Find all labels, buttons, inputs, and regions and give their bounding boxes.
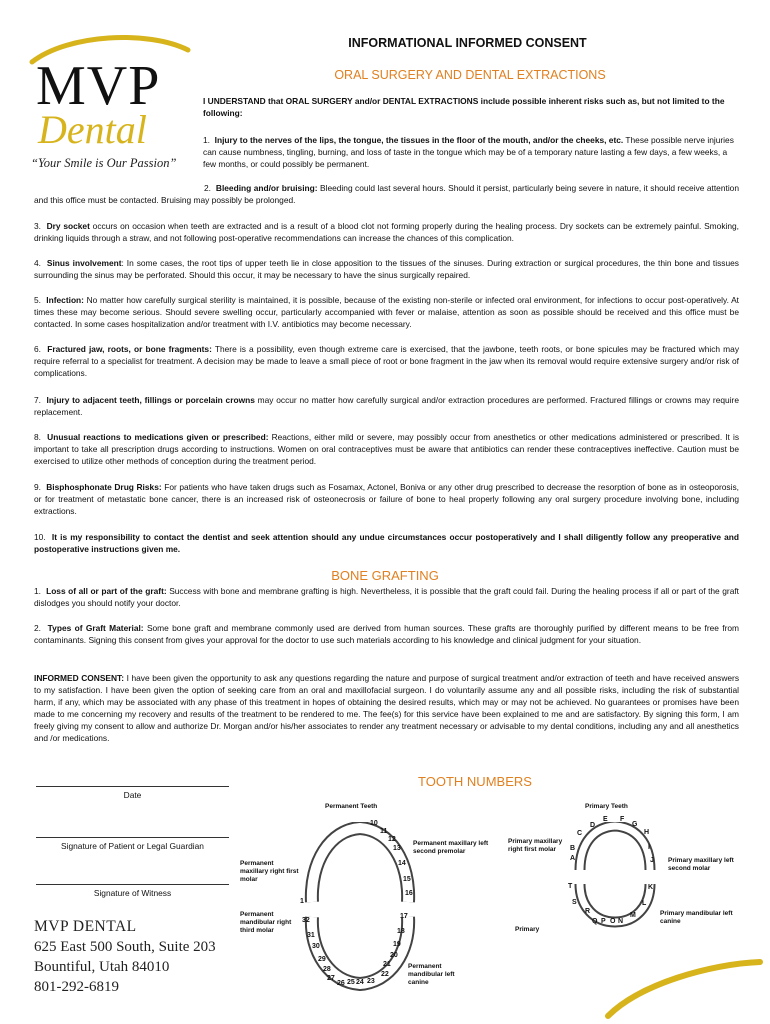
tooth-letter-F: F	[620, 816, 625, 823]
tooth-num-26: 26	[337, 980, 345, 987]
office-phone: 801-292-6819	[34, 979, 119, 995]
label-perm-mand-third-molar: Permanent mandibular right third molar	[240, 911, 292, 934]
tooth-letter-I: I	[648, 844, 650, 851]
primary-arch-icon	[570, 822, 660, 932]
tooth-num-28: 28	[323, 966, 331, 973]
tooth-letter-Q: Q	[592, 918, 598, 925]
risk-item-5: 5. Infection: No matter how carefully surgical sterility is maintained, it is possible, because of the existing non-sterile or infected oral environment, for infections to occur post-operatively. At times these may become serious. Should severe swelling occur, particularly accompanied with fever or malaise, attention as soon as possible should be received and this office must be contacted. In some cases hospitalization and/or treatment with I.V. antibiotics may become necessary.	[34, 295, 739, 329]
tooth-num-10: 10	[370, 820, 378, 827]
tooth-letter-E: E	[603, 816, 608, 823]
graft-item-1: 1. Loss of all or part of the graft: Success with bone and membrane grafting is high. Nevertheless, it is possible that the graft could fail. During the healing process if all or part of the graft dislodges you should notify your doctor.	[34, 586, 740, 608]
tooth-letter-M: M	[630, 912, 636, 919]
tooth-letter-S: S	[572, 899, 577, 906]
tooth-letter-B: B	[570, 845, 576, 852]
tooth-numbers-heading: TOOTH NUMBERS	[418, 774, 532, 789]
tooth-letter-H: H	[644, 829, 650, 836]
tooth-num-1: 1	[300, 898, 304, 905]
risk-item-7: 7. Injury to adjacent teeth, fillings or porcelain crowns may occur no matter how carefully surgical and/or extraction procedures are performed. Fractured fillings or crowns may require replacement.	[34, 395, 739, 417]
informed-consent: INFORMED CONSENT: I have been given the opportunity to ask any questions regarding the nature and purpose of surgical treatment and/or extraction of teeth and have received answers to my satisfaction. I have been given the option of seeking care from an oral and maxillofacial surgeon. I do voluntarily assume any and all possible risks, including the risk of substantial harm, if any, which may be associated with any phase of this treatment in hopes of obtaining the desired results, which may or may not be achieved. No guarantees or promises have been made to me concerning my recovery and results of the treatment to be rendered to me. The fee(s) for this service have been explained to me and are satisfactory. By signing this form, I am freely giving my consent to allow and authorize Dr. Morgan and/or his/her associates to render any treatment necessary or advisable to my dental conditions, including any and all anesthetics and /or medications.	[34, 673, 740, 743]
page-subtitle: ORAL SURGERY AND DENTAL EXTRACTIONS	[334, 68, 606, 82]
tooth-num-31: 31	[307, 932, 315, 939]
risk-item-4: 4. Sinus involvement: In some cases, the root tips of upper teeth lie in close apposition to the tissues of the sinuses. During extraction or surgical procedures, the thin bone and tissues surrounding the sinus may be perforated. Should this occur, it may be necessary to have the sinus surgically repaired.	[34, 258, 739, 280]
tooth-num-14: 14	[398, 860, 406, 867]
tooth-num-11: 11	[380, 828, 388, 835]
tooth-num-25: 25	[347, 979, 355, 986]
tooth-num-12: 12	[388, 836, 396, 843]
tooth-letter-N: N	[618, 918, 624, 925]
tooth-letter-L: L	[642, 900, 647, 907]
label-perm-max-first-molar: Permanent maxillary right first molar	[240, 860, 299, 883]
tooth-letter-O: O	[610, 918, 616, 925]
date-label: Date	[123, 790, 142, 800]
logo-dental: Dental	[38, 107, 147, 152]
tooth-num-32: 32	[302, 917, 310, 924]
tooth-letter-D: D	[590, 822, 596, 829]
label-primary: Primary	[515, 926, 540, 933]
tooth-num-24: 24	[356, 979, 364, 986]
tooth-num-29: 29	[318, 956, 326, 963]
office-city: Bountiful, Utah 84010	[34, 959, 170, 975]
tooth-num-23: 23	[367, 978, 375, 985]
intro-statement: I UNDERSTAND that ORAL SURGERY and/or DENTAL EXTRACTIONS include possible inherent risks such as, but not limited to the following:	[203, 96, 725, 118]
primary-teeth-title: Primary Teeth	[585, 803, 628, 810]
tooth-num-21: 21	[383, 961, 391, 968]
tooth-num-16: 16	[405, 890, 413, 897]
label-prim-max-second-molar: Primary maxillary left second molar	[668, 857, 734, 872]
risk-item-1: 1. Injury to the nerves of the lips, the tongue, the tissues in the floor of the mouth, and/or the cheeks, etc. These possible nerve injuries can cause numbness, tingling, burning, and loss of taste in the tongue which may be of a temporary nature lasting a few days, a few weeks, a few months, or could possibly be permanent.	[203, 135, 734, 169]
tooth-letter-R: R	[585, 908, 591, 915]
tooth-letter-A: A	[570, 855, 576, 862]
tooth-num-30: 30	[312, 943, 320, 950]
tooth-num-13: 13	[393, 845, 401, 852]
label-perm-max-second-premolar: Permanent maxillary left second premolar	[413, 840, 489, 855]
tooth-letter-P: P	[601, 918, 606, 925]
risk-item-6: 6. Fractured jaw, roots, or bone fragments: There is a possibility, even though extreme care is exercised, that the jawbone, teeth roots, or bone spicules may be fractured which may require referral to a specialist for treatment. A decision may be made to leave a small piece of root or bone fragment in the jaw when its removal would require extensive surgery and/or risk of complications.	[34, 344, 740, 378]
date-line[interactable]	[36, 786, 229, 787]
tooth-num-17: 17	[400, 913, 408, 920]
tooth-num-15: 15	[403, 876, 411, 883]
tooth-num-20: 20	[390, 952, 398, 959]
mvp-dental-logo	[28, 32, 203, 177]
risk-item-3: 3. Dry socket occurs on occasion when teeth are extracted and is a result of a blood clot not forming properly during the healing process. Dry sockets can be extremely painful. Smoking, drinking liquids through a straw, and not following post-operative recommendations can increase the chances of this complication.	[34, 221, 740, 243]
tooth-letter-T: T	[568, 883, 573, 890]
gold-swoosh-icon	[600, 954, 770, 1024]
bone-grafting-heading: BONE GRAFTING	[331, 568, 439, 583]
tooth-letter-C: C	[577, 830, 583, 837]
risk-item-2: 2. Bleeding and/or bruising: Bleeding could last several hours. Should it persist, particularly being severe in nature, it should receive attention and this office must be contacted. Bruising may possibly be prolonged.	[34, 183, 739, 205]
risk-item-8: 8. Unusual reactions to medications given or prescribed: Reactions, either mild or severe, may possibly occur from anesthetics or other medications administered or prescribed. It is important to take all prescription drugs according to instructions. Women on oral contraceptives must be aware that antibiotics can render these contraceptives ineffective. Caution must be exercised to utilize other methods of conception during the treatment period.	[34, 432, 740, 466]
tooth-letter-K: K	[648, 884, 654, 891]
risk-item-9: 9. Bisphosphonate Drug Risks: For patients who have taken drugs such as Fosamax, Actonel, Boniva or any other drug prescribed to decrease the resorption of bone as in osteoporosis, or for treatment of metastatic bone cancer, there is an increased risk of osteonecrosis or failure of bone to heal properly following any oral surgery procedure involving bone, including extractions.	[34, 482, 739, 516]
patient-signature-line[interactable]	[36, 837, 229, 838]
label-perm-mand-canine: Permanent mandibular left canine	[408, 963, 455, 986]
office-name: MVP DENTAL	[34, 918, 137, 935]
office-address	[34, 917, 216, 997]
logo-tagline: “Your Smile is Our Passion”	[31, 156, 177, 170]
tooth-num-22: 22	[381, 971, 389, 978]
tooth-letter-G: G	[632, 821, 638, 828]
tooth-num-27: 27	[327, 975, 335, 982]
tooth-num-19: 19	[393, 941, 401, 948]
witness-signature-label: Signature of Witness	[93, 888, 172, 898]
label-prim-mand-canine: Primary mandibular left canine	[660, 910, 733, 925]
witness-signature-line[interactable]	[36, 884, 229, 885]
graft-item-2: 2. Types of Graft Material: Some bone graft and membrane commonly used are derived from human sources. These grafts are thoroughly purified by different means to be free from contaminants. Signing this consent from gives your approval for the doctor to use such materials according to his knowledge and clinical judgment for your situation.	[34, 623, 740, 645]
label-prim-max-first-molar: Primary maxillary right first molar	[508, 838, 563, 853]
permanent-teeth-title: Permanent Teeth	[325, 803, 378, 810]
tooth-num-18: 18	[397, 928, 405, 935]
office-street: 625 East 500 South, Suite 203	[34, 939, 216, 955]
permanent-arch-icon	[300, 822, 420, 992]
risk-item-10: 10. It is my responsibility to contact the dentist and seek attention should any undue circumstances occur postoperatively and I shall diligently follow any preoperative and postoperative instructions given me.	[34, 532, 739, 554]
page-title: INFORMATIONAL INFORMED CONSENT	[348, 36, 587, 50]
patient-signature-label: Signature of Patient or Legal Guardian	[61, 841, 204, 851]
logo-brand: MVP	[36, 55, 161, 117]
tooth-letter-J: J	[650, 857, 654, 864]
